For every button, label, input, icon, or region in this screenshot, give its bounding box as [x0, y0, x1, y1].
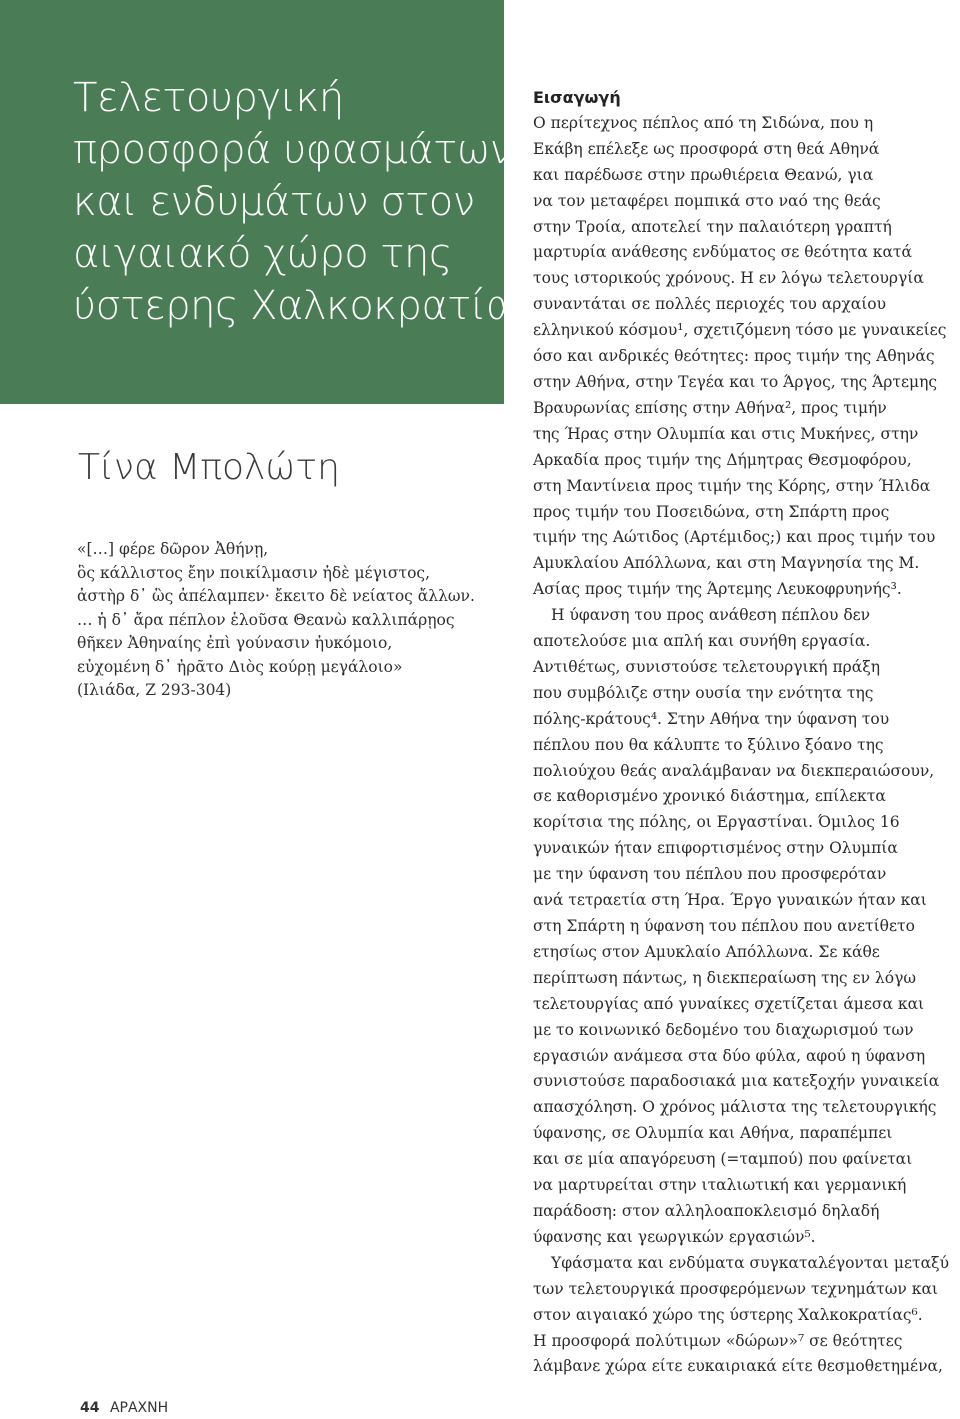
body-text-line: πέπλου που θα κάλυπτε το ξύλινο ξόανο της: [533, 735, 884, 754]
body-text-line: αποτελούσε μια απλή και συνήθη εργασία.: [533, 632, 871, 651]
body-text-line: Αντιθέτως, συνιστούσε τελετουργική πράξη: [533, 657, 881, 676]
body-text-line: προς τιμήν του Ποσειδώνα, στη Σπάρτη προς: [533, 502, 890, 521]
title-line: αιγαιακό χώρο της: [73, 231, 452, 277]
body-text-line: στην Τροία, αποτελεί την παλαιότερη γραπτή: [533, 217, 892, 236]
body-text-line: συνιστούσε παραδοσιακά μια κατεξοχήν γυναικεία: [533, 1072, 940, 1091]
title-line: Τελετουργική: [73, 75, 344, 121]
body-text-line: Αμυκλαίου Απόλλωνα, και στη Μαγνησία της Μ.: [533, 554, 920, 573]
title-line: ύστερης Χαλκοκρατίας: [73, 283, 535, 329]
page-footer: [80, 1399, 168, 1417]
section-heading: Εισαγωγή: [533, 88, 621, 107]
body-text-line: στην Αθήνα, στην Τεγέα και το Άργος, της Άρτεμης: [533, 372, 938, 391]
body-text-line: ύφανσης και γεωργικών εργασιών⁵.: [533, 1227, 816, 1246]
epigraph-line: εὐχομένη δ᾽ ἠρᾶτο Διὸς κούρῃ μεγάλοιο»: [77, 657, 403, 676]
epigraph-quote: [77, 538, 507, 703]
epigraph-citation: (Ιλιάδα, Ζ 293-304): [77, 681, 232, 699]
body-text-line: Εκάβη επέλεξε ως προσφορά στη θεά Αθηνά: [533, 139, 880, 158]
body-text-line: της Ήρας στην Ολυμπία και στις Μυκήνες, στην: [533, 424, 919, 443]
body-text-line: Υφάσματα και ενδύματα συγκαταλέγονται μεταξύ: [551, 1253, 950, 1272]
body-text-line: παράδοση: στον αλληλοαποκλεισμό δηλαδή: [533, 1201, 880, 1220]
body-text-line: Βραυρωνίας επίσης στην Αθήνα², προς τιμήν: [533, 398, 887, 417]
title-line: και ενδυμάτων στον: [73, 179, 475, 225]
body-text-line: λάμβανε χώρα είτε ευκαιριακά είτε θεσμοθετημένα,: [533, 1357, 943, 1376]
body-text-line: και παρέδωσε στην πρωθιέρεια Θεανώ, για: [533, 165, 874, 184]
body-text-line: σε καθορισμένο χρονικό διάστημα, επίλεκτα: [533, 787, 886, 806]
epigraph-line: … ἡ δ᾽ ἄρα πέπλον ἑλοῦσα Θεανὼ καλλιπάρῃος: [77, 610, 455, 629]
body-text-line: τους ιστορικούς χρόνους. Η εν λόγω τελετουργία: [533, 269, 924, 288]
body-text-line: απασχόληση. Ο χρόνος μάλιστα της τελετουργικής: [533, 1098, 937, 1117]
body-text-line: πολιούχου θεάς αναλάμβαναν να διεκπεραιώσουν,: [533, 761, 935, 780]
body-text-line: και σε μία απαγόρευση (=ταμπού) που φαίνεται: [533, 1150, 913, 1169]
body-text-line: στη Σπάρτη η ύφανση του πέπλου που ανετίθετο: [533, 917, 915, 935]
title-line: προσφορά υφασμάτων: [73, 127, 512, 173]
body-text-line: ανά τετραετία στη Ήρα. Έργο γυναικών ήταν και: [533, 891, 927, 910]
body-text-line: Η ύφανση του προς ανάθεση πέπλου δεν: [551, 606, 871, 625]
epigraph-line: ὃς κάλλιστος ἔην ποικίλμασιν ἠδὲ μέγιστος,: [77, 563, 431, 582]
body-text-line: πόλης-κράτους⁴. Στην Αθήνα την ύφανση του: [533, 709, 890, 728]
body-text-line: τελετουργίας από γυναίκες σχετίζεται άμεσα και: [533, 994, 925, 1013]
body-text-line: συναντάται σε πολλές περιοχές του αρχαίου: [533, 295, 887, 314]
body-text-line: όσο και ανδρικές θεότητες: προς τιμήν της Αθηνάς: [533, 347, 935, 366]
body-text-line: τιμήν της Αώτιδος (Αρτέμιδος;) και προς τιμήν του: [533, 528, 936, 547]
body-text-line: ύφανσης, σε Ολυμπία και Αθήνα, παραπέμπει: [533, 1124, 893, 1143]
article-author: Τίνα Μπολώτη: [78, 447, 340, 488]
epigraph-line: «[…] φέρε δῶρον Ἀθήνῃ,: [77, 540, 269, 558]
body-text-line: των τελετουργικά προσφερόμενων τεχνημάτων και: [533, 1279, 938, 1298]
body-text-line: γυναικών ήταν επιφορτισμένος στην Ολυμπία: [533, 839, 898, 858]
body-text-line: στη Μαντίνεια προς τιμήν της Κόρης, στην Ήλιδα: [533, 476, 931, 495]
epigraph-line: ἀστὴρ δ᾽ ὣς ἀπέλαμπεν· ἔκειτο δὲ νείατος ἄλλων.: [77, 587, 475, 605]
body-text-line: να μαρτυρείται στην ιταλιωτική και γερμανική: [533, 1176, 907, 1195]
page-number: 44: [80, 1400, 100, 1416]
epigraph-line: θῆκεν Ἀθηναίης ἐπὶ γούνασιν ἠυκόμοιο,: [77, 634, 393, 652]
body-text-line: μαρτυρία ανάθεσης ενδύματος σε θεότητα κατά: [533, 243, 912, 262]
body-text-line: εργασιών ανάμεσα στα δύο φύλα, αφού η ύφανση: [533, 1046, 926, 1065]
body-text-line: Ο περίτεχνος πέπλος από τη Σιδώνα, που η: [533, 113, 874, 132]
title-banner: [0, 0, 535, 404]
body-text-line: στον αιγαιακό χώρο της ύστερης Χαλκοκρατίας⁶.: [533, 1305, 923, 1324]
body-text-line: κορίτσια της πόλης, οι Εργαστίναι. Όμιλος 16: [533, 813, 900, 832]
body-text-line: Η προσφορά πολύτιμων «δώρων»⁷ σε θεότητες: [533, 1331, 903, 1350]
body-text-line: Αρκαδία προς τιμήν της Δήμητρας Θεσμοφόρου,: [533, 450, 912, 469]
article-title: [73, 72, 535, 332]
publication-name: ΑΡΑΧΝΗ: [109, 1400, 169, 1416]
body-text-line: ελληνικού κόσμου¹, σχετιζόμενη τόσο με γυναικείες: [533, 321, 947, 340]
body-text-line: με την ύφανση του πέπλου που προσφερόταν: [533, 865, 887, 884]
body-text-line: να τον μεταφέρει πομπικά στο ναό της θεάς: [533, 191, 881, 210]
body-text-line: που συμβόλιζε στην ουσία την ενότητα της: [533, 683, 874, 702]
body-text-line: περίπτωση πάντως, η διεκπεραίωση της εν λόγω: [533, 968, 916, 987]
body-text-line: Ασίας προς τιμήν της Άρτεμης Λευκοφρυηνής³.: [533, 580, 902, 599]
body-text-line: ετησίως στον Αμυκλαίο Απόλλωνα. Σε κάθε: [533, 942, 880, 961]
body-text-column: [533, 85, 953, 1380]
body-text-line: με το κοινωνικό δεδομένο του διαχωρισμού των: [533, 1020, 914, 1039]
